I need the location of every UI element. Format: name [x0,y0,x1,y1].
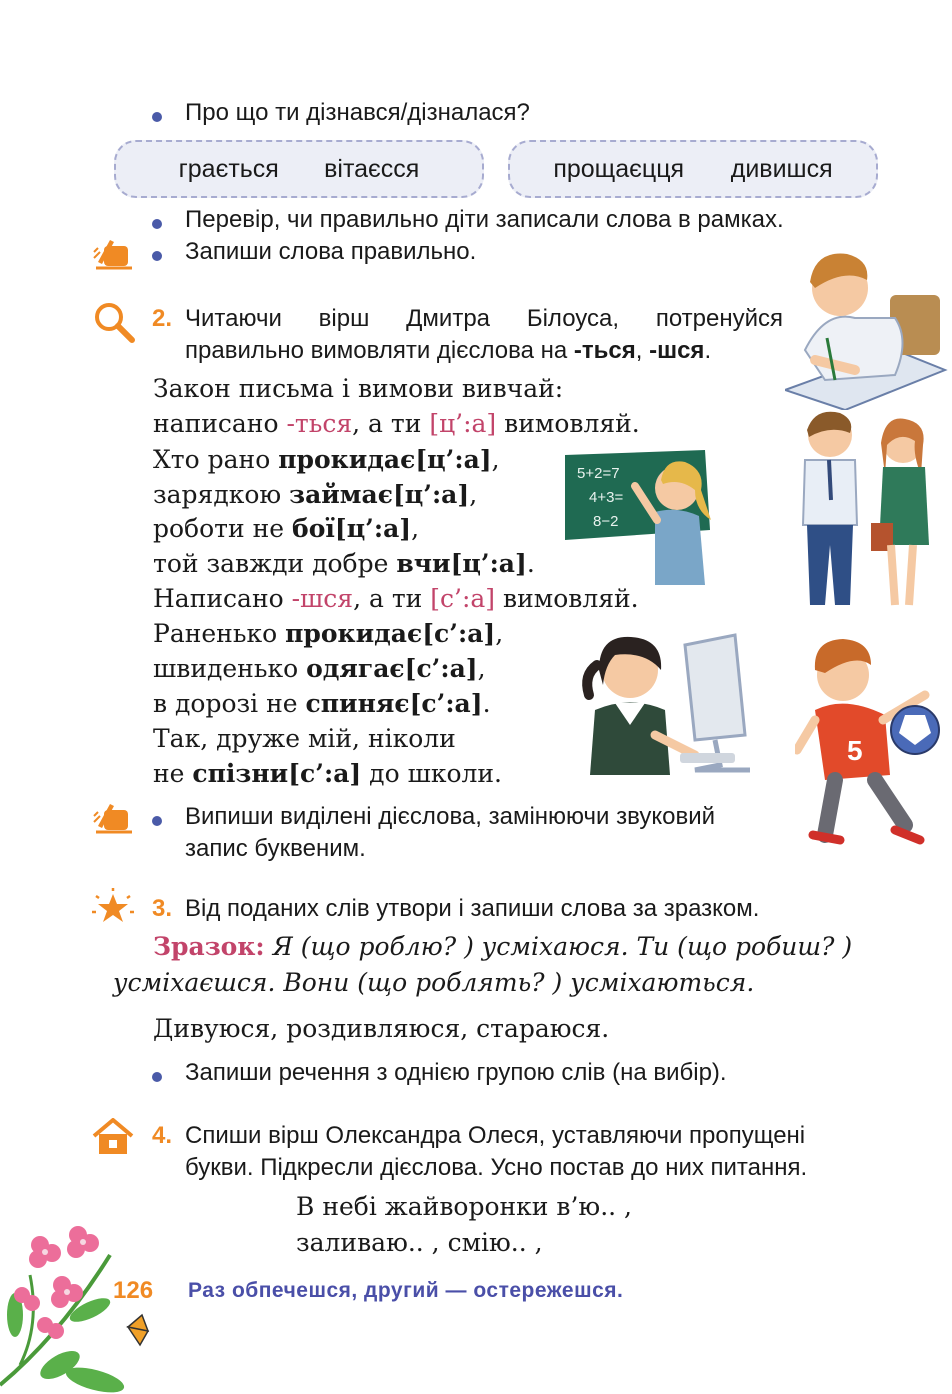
poem-line: в дорозі не спиняє[с’:а]. [153,689,491,718]
task2-line1: Читаючи вірш Дмитра Білоуса, потренуйся [185,305,783,332]
exercise-text: Випиши виділені дієслова, замінюючи звуковий запис буквеним. [185,803,716,862]
task-number: 2. [152,305,173,332]
poem-line: Так, друже мій, ніколи [153,724,456,753]
task4-text: Спиши вірш Олександра Олеся, уставляючи пропущені букви. Підкресли дієслова. Усно постав до них питання. [185,1122,808,1181]
poem-line: В небі жайворонки в’ю.. , [296,1192,632,1221]
board-text: 4+3= [589,489,624,506]
house-icon [92,1118,134,1156]
check-text: Перевір, чи правильно діти записали слова в рамках. [185,206,784,233]
poem-line: Раненько прокидає[с’:а], [153,619,504,648]
question-text: Про що ти дізнався/дізналася? [185,99,530,126]
poem-line: не спізни[с’:а] до школи. [153,759,502,788]
board-text: 5+2=7 [577,465,620,482]
page-number: 126 [113,1277,154,1304]
magnifier-icon [92,300,136,344]
boy-with-ball-illustration [795,625,945,855]
suffix-shsia: -шся [649,337,705,364]
sample: Зразок: Я (що роблю? ) усміхаюся. Ти (що робиш? ) [153,932,853,961]
girl-at-chalkboard-illustration [565,450,715,585]
proverb: Раз обпечешся, другий — остережешся. [188,1279,624,1302]
bullet [152,1072,162,1082]
writing-hand-icon [92,232,136,272]
board-text: 8−2 [593,513,619,530]
poem-line: той завжди добре вчи[ц’:а]. [153,549,535,578]
word-frame-left [114,140,484,198]
word-frame-right [508,140,878,198]
bullet [152,251,162,261]
words-line: Дивуюся, роздивляюся, стараюся. [153,1014,610,1043]
boy-and-girl-illustration [795,405,945,615]
task3-exercise: Запиши речення з однією групою слів (на вибір). [185,1059,727,1086]
bullet [152,112,162,122]
task-number: 4. [152,1122,173,1149]
poem-line: написано -ться, а ти [ц’:а] вимовляй. [153,409,640,438]
poem-line: швиденько одягає[с’:а], [153,654,486,683]
sample-line2: усміхаєшся. Вони (що роблять? ) усміхаються. [113,968,755,997]
write-text: Запиши слова правильно. [185,238,477,265]
task3-text: Від поданих слів утвори і запиши слова за зразком. [185,895,760,922]
poem-line: заливаю.. , смію.. , [296,1228,543,1257]
sample-label: Зразок: [153,932,265,961]
frame-word: грається [178,154,279,183]
suffix-tsia: -ться [573,337,636,364]
frame-word: вітаєсся [324,154,420,183]
task-number: 3. [152,895,173,922]
task2-line2: правильно вимовляти дієслова на -ться, -шся. [185,337,712,364]
frame-word: дивишся [730,154,833,183]
bullet [152,219,162,229]
poem-line: Написано -шся, а ти [с’:а] вимовляй. [153,584,639,613]
star-burst-icon [92,888,134,928]
task2-text [185,303,783,367]
shirt-number: 5 [847,735,863,766]
bullet [152,816,162,826]
task4-poem [296,1190,632,1260]
poem-line: Хто рано прокидає[ц’:а], [153,445,500,474]
poem-line: Закон письма і вимови вивчай: [153,374,564,403]
poem-line: зарядкою займає[ц’:а], [153,480,478,509]
poem-line: роботи не боï[ц’:а], [153,514,420,543]
girl-at-computer-illustration [575,625,765,785]
boy-writing-illustration [785,240,950,410]
frame-word: прощаєцця [553,154,685,183]
writing-hand-icon [92,796,136,836]
